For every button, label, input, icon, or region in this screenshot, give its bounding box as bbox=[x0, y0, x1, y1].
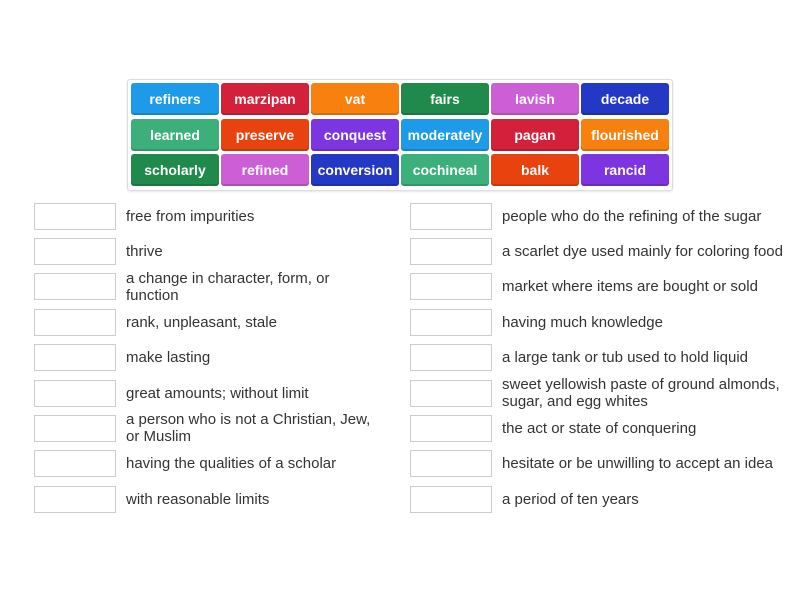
clue-text: with reasonable limits bbox=[126, 490, 270, 508]
match-row bbox=[34, 481, 386, 517]
match-row bbox=[410, 304, 792, 340]
match-row bbox=[410, 340, 792, 376]
clue-text: a change in character, form, or function bbox=[126, 269, 330, 304]
word-tile-refined[interactable]: refined bbox=[221, 154, 309, 186]
drop-target-box[interactable] bbox=[410, 238, 492, 265]
match-row bbox=[410, 233, 792, 269]
match-row bbox=[34, 446, 386, 482]
word-tile-conversion[interactable]: conversion bbox=[311, 154, 399, 186]
clue-text: a person who is not a Christian, Jew, or Muslim bbox=[126, 411, 371, 446]
clue-text: a period of ten years bbox=[502, 490, 639, 508]
clue-text: free from impurities bbox=[126, 207, 255, 225]
drop-target-box[interactable] bbox=[410, 415, 492, 442]
word-tile-lavish[interactable]: lavish bbox=[491, 83, 579, 115]
drop-target-box[interactable] bbox=[34, 415, 116, 442]
drop-target-box[interactable] bbox=[34, 238, 116, 265]
match-row bbox=[410, 446, 792, 482]
word-tile-cochineal[interactable]: cochineal bbox=[401, 154, 489, 186]
clue-text: a large tank or tub used to hold liquid bbox=[502, 349, 748, 367]
clue-text: having the qualities of a scholar bbox=[126, 455, 337, 473]
word-tile-conquest[interactable]: conquest bbox=[311, 119, 399, 151]
match-row bbox=[410, 198, 792, 234]
drop-target-box[interactable] bbox=[34, 486, 116, 513]
clue-text: make lasting bbox=[126, 349, 211, 367]
word-tile-balk[interactable]: balk bbox=[491, 154, 579, 186]
clue-text: a scarlet dye used mainly for coloring food bbox=[502, 242, 783, 260]
word-tile-learned[interactable]: learned bbox=[131, 119, 219, 151]
drop-target-box[interactable] bbox=[410, 309, 492, 336]
drop-target-box[interactable] bbox=[34, 309, 116, 336]
match-row bbox=[34, 233, 386, 269]
word-tile-pagan[interactable]: pagan bbox=[491, 119, 579, 151]
clue-text: thrive bbox=[126, 242, 163, 260]
clue-text: sweet yellowish paste of ground almonds, sugar, and egg whites bbox=[502, 376, 780, 410]
match-row bbox=[410, 481, 792, 517]
word-tile-refiners[interactable]: refiners bbox=[131, 83, 219, 115]
word-tile-moderately[interactable]: moderately bbox=[401, 119, 489, 151]
word-tile-fairs[interactable]: fairs bbox=[401, 83, 489, 115]
drop-target-box[interactable] bbox=[410, 380, 492, 407]
clue-text: having much knowledge bbox=[502, 313, 663, 331]
match-row bbox=[410, 375, 792, 411]
drop-target-box[interactable] bbox=[410, 450, 492, 477]
drop-target-box[interactable] bbox=[34, 344, 116, 371]
clue-text: great amounts; without limit bbox=[126, 384, 309, 402]
word-tile-rancid[interactable]: rancid bbox=[581, 154, 669, 186]
drop-target-box[interactable] bbox=[410, 203, 492, 230]
match-row bbox=[34, 340, 386, 376]
match-row bbox=[34, 375, 386, 411]
clue-text: hesitate or be unwilling to accept an idea bbox=[502, 455, 774, 473]
match-row bbox=[34, 410, 386, 446]
word-tile-preserve[interactable]: preserve bbox=[221, 119, 309, 151]
word-tile-flourished[interactable]: flourished bbox=[581, 119, 669, 151]
word-tile-marzipan[interactable]: marzipan bbox=[221, 83, 309, 115]
word-bank bbox=[127, 79, 673, 191]
drop-target-box[interactable] bbox=[34, 273, 116, 300]
match-row bbox=[410, 410, 792, 446]
clue-text: market where items are bought or sold bbox=[502, 278, 758, 296]
clue-text: people who do the refining of the sugar bbox=[502, 207, 762, 225]
drop-target-box[interactable] bbox=[34, 380, 116, 407]
clue-text: rank, unpleasant, stale bbox=[126, 313, 277, 331]
drop-target-box[interactable] bbox=[410, 273, 492, 300]
clue-text: the act or state of conquering bbox=[502, 419, 697, 437]
word-tile-decade[interactable]: decade bbox=[581, 83, 669, 115]
match-row bbox=[34, 304, 386, 340]
word-tile-scholarly[interactable]: scholarly bbox=[131, 154, 219, 186]
match-row bbox=[34, 269, 386, 305]
drop-target-box[interactable] bbox=[34, 203, 116, 230]
drop-target-box[interactable] bbox=[410, 486, 492, 513]
drop-target-box[interactable] bbox=[410, 344, 492, 371]
drop-target-box[interactable] bbox=[34, 450, 116, 477]
match-row bbox=[34, 198, 386, 234]
word-tile-vat[interactable]: vat bbox=[311, 83, 399, 115]
match-row bbox=[410, 269, 792, 305]
